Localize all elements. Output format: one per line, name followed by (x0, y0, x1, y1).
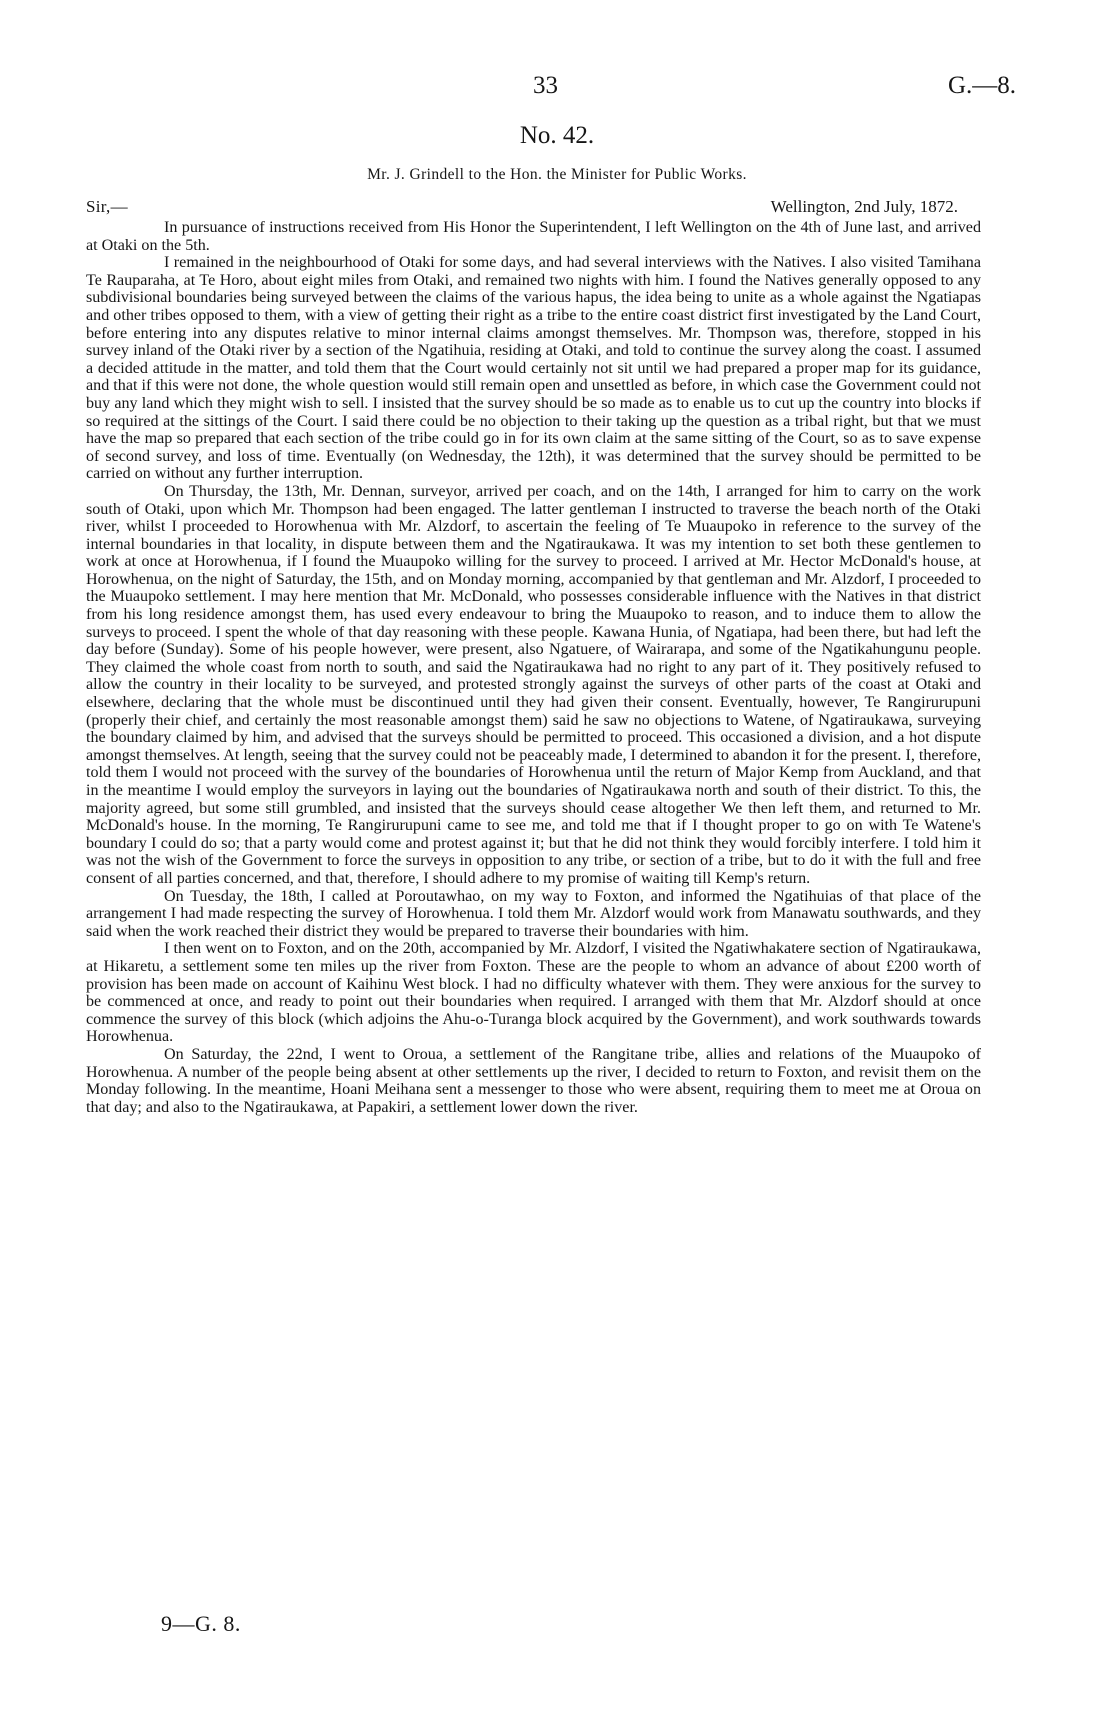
paragraph: On Tuesday, the 18th, I called at Poroutawhao, on my way to Foxton, and informed the Ngatihuias of that place of the arrangement I had made respecting the survey of Horowhenua. I told them Mr. Alzdorf would work from Manawatu southwards, and they said when the work reached their district they would be prepared to traverse their boundaries with him. (86, 887, 981, 940)
date-line: Wellington, 2nd July, 1872. (770, 197, 958, 216)
paragraph: On Thursday, the 13th, Mr. Dennan, surveyor, arrived per coach, and on the 14th, I arranged for him to carry on the work south of Otaki, upon which Mr. Thompson had been engaged. The latter gentleman I instructed to traverse the beach north of the Otaki river, whilst I proceeded to Horowhenua with Mr. Alzdorf, to ascertain the feeling of Te Muaupoko in reference to the survey of the internal boundaries in that locality, in dispute between them and the Ngatiraukawa. It was my intention to set both these gentlemen to work at once at Horowhenua, if I found the Muaupoko willing for the survey to proceed. I arrived at Mr. Hector McDonald's house, at Horowhenua, on the night of Saturday, the 15th, and on Monday morning, accompanied by that gentleman and Mr. Alzdorf, I proceeded to the Muaupoko settlement. I may here mention that Mr. McDonald, who possesses considerable influence with the Natives in that district from his long residence amongst them, has used every endeavour to bring the Muaupoko to reason, and to induce them to allow the surveys to proceed. I spent the whole of that day reasoning with these people. Kawana Hunia, of Ngatiapa, had been there, but had left the day before (Sunday). Some of his people however, were present, also Ngatuere, of Wairarapa, and some of the Ngatikahungunu people. They claimed the whole coast from north to south, and said the Ngatiraukawa had no right to any part of it. They positively refused to allow the country in their locality to be surveyed, and protested strongly against the surveys of other parts of the coast at Otaki and elsewhere, declaring that the whole must be discontinued until they had given their consent. Eventually, however, Te Rangirurupuni (properly their chief, and certainly the most reasonable amongst them) said he saw no objections to Watene, of Ngatiraukawa, surveying the boundary claimed by him, and advised that the surveys should be permitted to proceed. This occasioned a division, and a hot dispute amongst themselves. At length, seeing that the survey could not be peaceably made, I determined to abandon it for the present. I, therefore, told them I would not proceed with the survey of the boundaries of Horowhenua until the return of Major Kemp from Auckland, and that in the meantime I would employ the surveyors in laying out the boundaries of Ngatiraukawa north and south of their district. To this, the majority agreed, but some still grumbled, and insisted that the surveys should cease altogether We then left them, and returned to Mr. McDonald's house. In the morning, Te Rangirurupuni came to see me, and told me that if I thought proper to go on with Te Watene's boundary I could do so; that a party would come and protest against it; but that he did not think they would forcibly interfere. I told him it was not the wish of the Government to force the surveys in opposition to any tribe, or section of a tribe, but to do it with the full and free consent of all parties concerned, and that, therefore, I should adhere to my promise of waiting till Kemp's return. (86, 482, 981, 887)
series-code: G.—8. (947, 72, 1016, 99)
signature-mark: 9—G. 8. (161, 1611, 241, 1636)
page-number: 33 (533, 72, 558, 99)
document-number: No. 42. (519, 122, 595, 149)
paragraph: In pursuance of instructions received from His Honor the Superintendent, I left Wellington on the 4th of June last, and arrived at Otaki on the 5th. (86, 219, 981, 254)
letter-body (86, 219, 981, 1116)
paragraph: On Saturday, the 22nd, I went to Oroua, a settlement of the Rangitane tribe, allies and relations of the Muaupoko of Horowhenua. A number of the people being absent at other settlements up the river, I decided to return to Foxton, and revisit them on the Monday following. In the meantime, Hoani Meihana sent a messenger to those who were absent, requiring them to meet me at Oroua on that day; and also to the Ngatiraukawa, at Papakiri, a settlement lower down the river. (86, 1045, 981, 1116)
paragraph: I remained in the neighbourhood of Otaki for some days, and had several interviews with the Natives. I also visited Tamihana Te Rauparaha, at Te Horo, about eight miles from Otaki, and remained two nights with him. I found the Natives generally opposed to any subdivisional boundaries being surveyed between the claims of the various hapus, the idea being to unite as a whole against the Ngatiapas and other tribes opposed to them, with a view of getting their right as a tribe to the entire coast district first investigated by the Land Court, before entering into any disputes relative to minor internal claims amongst themselves. Mr. Thompson was, therefore, stopped in his survey inland of the Otaki river by a section of the Ngatihuia, residing at Otaki, and told to continue the survey along the coast. I assumed a decided attitude in the matter, and told them that the Court would certainly not sit until we had prepared a proper map for its guidance, and that if this were not done, the whole question would still remain open and unsettled as before, in which case the Government could not buy any land which they might wish to sell. I insisted that the survey should be so made as to enable us to cut up the country into blocks if so required at the sittings of the Court. I said there could be no objection to their taking up the question as a tribal right, but that we must have the map so prepared that each section of the tribe could go in for its own claim at the same sitting of the Court, so as to save expense of second survey, and loss of time. Eventually (on Wednesday, the 12th), it was determined that the survey should be permitted to be carried on without any further interruption. (86, 254, 981, 483)
letter-title: Mr. J. Grindell to the Hon. the Minister for Public Works. (367, 166, 747, 183)
salutation: Sir,— (86, 197, 128, 216)
paragraph: I then went on to Foxton, and on the 20th, accompanied by Mr. Alzdorf, I visited the Ngatiwhakatere section of Ngatiraukawa, at Hikaretu, a settlement some ten miles up the river from Foxton. These are the people to whom an advance of about £200 worth of provision has been made on account of Kaihinu West block. I had no difficulty whatever with them. They were anxious for the survey to be commenced at once, and ready to point out their boundaries when required. I arranged with them that Mr. Alzdorf should at once commence the survey of this block (which adjoins the Ahu-o-Turanga block acquired by the Government), and work southwards towards Horowhenua. (86, 940, 981, 1046)
